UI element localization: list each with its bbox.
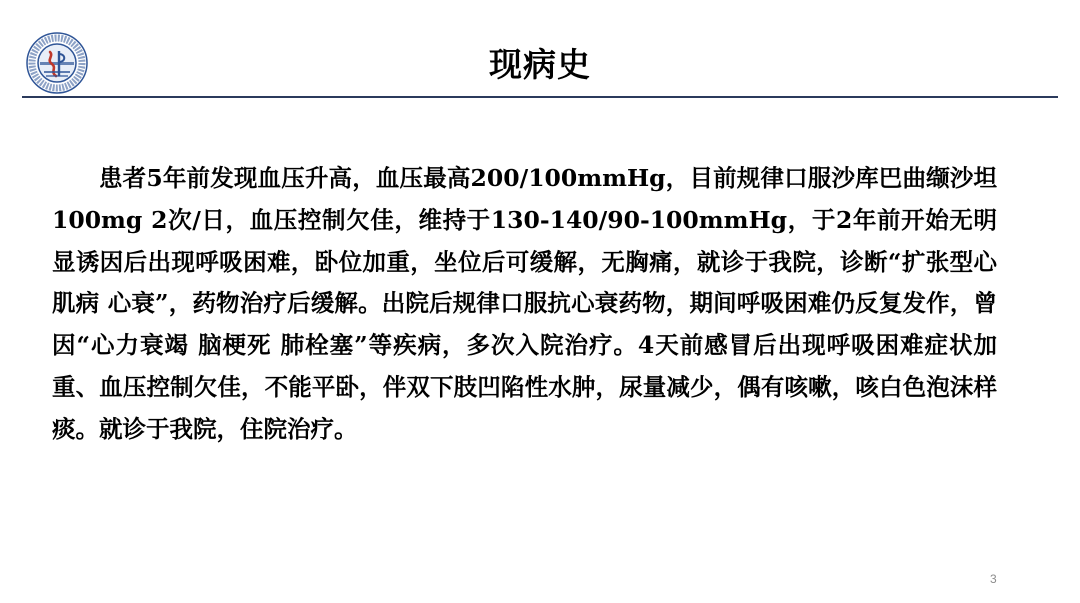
- history-paragraph: 患者5年前发现血压升高，血压最高200/100mmHg，目前规律口服沙库巴曲缬沙坦 100mg 2次/日，血压控制欠佳，维持于130-140/90-100mmHg，于2年前开始无明显诱因后出现呼吸困难，卧位加重，坐位后可缓解，无胸痛，就诊于我院，诊断“扩张型心肌病 心衰”，药物治疗后缓解。出院后规律口服抗心衰药物，期间呼吸困难仍反复发作，曾因“心力衰竭 脑梗死 肺栓塞”等疾病，多次入院治疗。4天前感冒后出现呼吸困难症状加重、血压控制欠佳，不能平卧，伴双下肢凹陷性水肿，尿量减少，偶有咳嗽，咳白色泡沫样痰。就诊于我院，住院治疗。: [52, 164, 997, 443]
- page-number: 3: [990, 572, 997, 586]
- title-divider: [22, 96, 1058, 98]
- slide-title: 现病史: [489, 45, 591, 84]
